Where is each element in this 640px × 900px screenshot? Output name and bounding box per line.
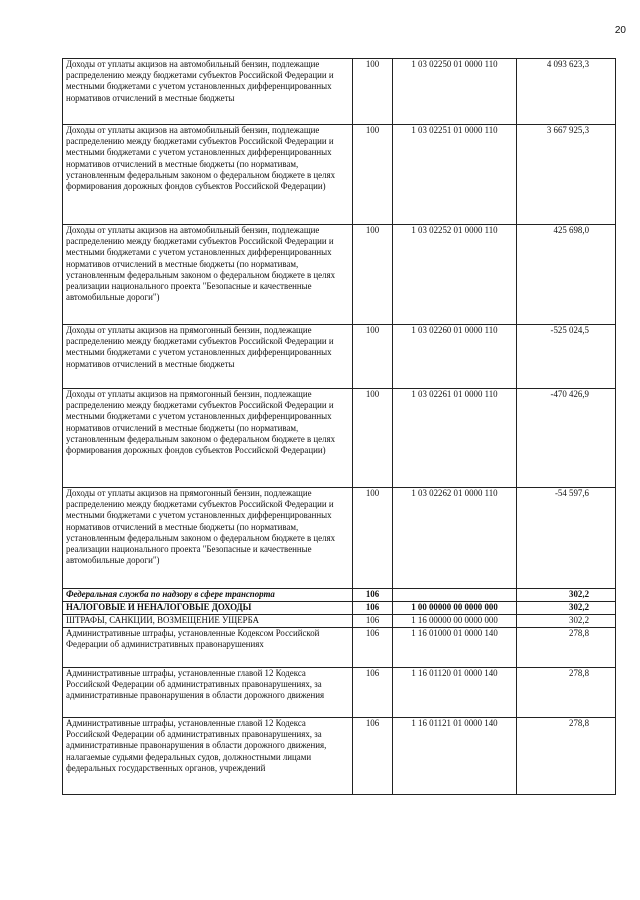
row-admin-code: 100 — [353, 325, 393, 389]
row-budget-code: 1 16 01121 01 0000 140 — [393, 718, 517, 795]
row-amount: 4 093 623,3 — [517, 59, 616, 125]
row-budget-code: 1 00 00000 00 0000 000 — [393, 602, 517, 615]
row-amount: 302,2 — [517, 602, 616, 615]
table-row — [63, 668, 616, 718]
row-name: Административные штрафы, установленные главой 12 Кодекса Российской Федерации об административных правонарушениях, за административные правонарушения в области дорожного движения — [63, 668, 353, 718]
row-budget-code: 1 03 02251 01 0000 110 — [393, 125, 517, 225]
table-row — [63, 602, 616, 615]
table-row — [63, 225, 616, 325]
table-row — [63, 389, 616, 488]
row-budget-code: 1 03 02261 01 0000 110 — [393, 389, 517, 488]
row-name: Административные штрафы, установленные главой 12 Кодекса Российской Федерации об административных правонарушениях, за административные правонарушения в области дорожного движения, налагаемые судьями федеральных судов, должностными лицами федеральных государственных органов, учреждений — [63, 718, 353, 795]
table-row — [63, 615, 616, 628]
row-amount: 425 698,0 — [517, 225, 616, 325]
row-budget-code: 1 16 01000 01 0000 140 — [393, 628, 517, 668]
table-row — [63, 59, 616, 125]
row-admin-code: 106 — [353, 668, 393, 718]
row-name: Доходы от уплаты акцизов на автомобильный бензин, подлежащие распределению между бюджетами субъектов Российской Федерации и местными бюджетами с учетом установленных дифференцированных нормативов отчислений в местные бюджеты (по нормативам, установленным федеральным законом о федеральном бюджете в целях реализации национального проекта "Безопасные и качественные автомобильные дороги") — [63, 225, 353, 325]
table-row — [63, 325, 616, 389]
table-row — [63, 589, 616, 602]
row-name: Доходы от уплаты акцизов на автомобильный бензин, подлежащие распределению между бюджетами субъектов Российской Федерации и местными бюджетами с учетом установленных дифференцированных нормативов отчислений в местные бюджеты (по нормативам, установленным федеральным законом о федеральном бюджете в целях формирования дорожных фондов субъектов Российской Федерации) — [63, 125, 353, 225]
row-name: Доходы от уплаты акцизов на прямогонный бензин, подлежащие распределению между бюджетами субъектов Российской Федерации и местными бюджетами с учетом установленных дифференцированных нормативов отчислений в местные бюджеты (по нормативам, установленным федеральным законом о федеральном бюджете в целях реализации национального проекта "Безопасные и качественные автомобильные дороги") — [63, 488, 353, 589]
row-admin-code: 106 — [353, 589, 393, 602]
page-number: 20 — [614, 25, 626, 36]
table-row — [63, 628, 616, 668]
row-budget-code: 1 16 00000 00 0000 000 — [393, 615, 517, 628]
row-amount: 302,2 — [517, 589, 616, 602]
row-name: Федеральная служба по надзору в сфере транспорта — [63, 589, 353, 602]
table-row — [63, 488, 616, 589]
row-amount: 3 667 925,3 — [517, 125, 616, 225]
row-name: Административные штрафы, установленные Кодексом Российской Федерации об административных правонарушениях — [63, 628, 353, 668]
table-row — [63, 125, 616, 225]
row-budget-code — [393, 589, 517, 602]
row-amount: 278,8 — [517, 628, 616, 668]
row-budget-code: 1 03 02262 01 0000 110 — [393, 488, 517, 589]
row-admin-code: 106 — [353, 615, 393, 628]
row-admin-code: 106 — [353, 628, 393, 668]
row-name: Доходы от уплаты акцизов на автомобильный бензин, подлежащие распределению между бюджетами субъектов Российской Федерации и местными бюджетами с учетом установленных дифференцированных нормативов отчислений в местные бюджеты — [63, 59, 353, 125]
row-admin-code: 100 — [353, 389, 393, 488]
row-admin-code: 100 — [353, 225, 393, 325]
row-budget-code: 1 16 01120 01 0000 140 — [393, 668, 517, 718]
row-admin-code: 100 — [353, 488, 393, 589]
row-amount: -54 597,6 — [517, 488, 616, 589]
row-budget-code: 1 03 02260 01 0000 110 — [393, 325, 517, 389]
row-amount: 278,8 — [517, 668, 616, 718]
row-amount: 278,8 — [517, 718, 616, 795]
revenue-table — [62, 58, 616, 795]
row-admin-code: 100 — [353, 125, 393, 225]
row-amount: -470 426,9 — [517, 389, 616, 488]
row-name: НАЛОГОВЫЕ И НЕНАЛОГОВЫЕ ДОХОДЫ — [63, 602, 353, 615]
table-row — [63, 718, 616, 795]
row-name: Доходы от уплаты акцизов на прямогонный бензин, подлежащие распределению между бюджетами субъектов Российской Федерации и местными бюджетами с учетом установленных дифференцированных нормативов отчислений в местные бюджеты — [63, 325, 353, 389]
row-name: ШТРАФЫ, САНКЦИИ, ВОЗМЕЩЕНИЕ УЩЕРБА — [63, 615, 353, 628]
row-admin-code: 106 — [353, 718, 393, 795]
row-admin-code: 100 — [353, 59, 393, 125]
row-name: Доходы от уплаты акцизов на прямогонный бензин, подлежащие распределению между бюджетами субъектов Российской Федерации и местными бюджетами с учетом установленных дифференцированных нормативов отчислений в местные бюджеты (по нормативам, установленным федеральным законом о федеральном бюджете в целях формирования дорожных фондов субъектов Российской Федерации) — [63, 389, 353, 488]
row-amount: -525 024,5 — [517, 325, 616, 389]
row-amount: 302,2 — [517, 615, 616, 628]
row-admin-code: 106 — [353, 602, 393, 615]
row-budget-code: 1 03 02252 01 0000 110 — [393, 225, 517, 325]
row-budget-code: 1 03 02250 01 0000 110 — [393, 59, 517, 125]
